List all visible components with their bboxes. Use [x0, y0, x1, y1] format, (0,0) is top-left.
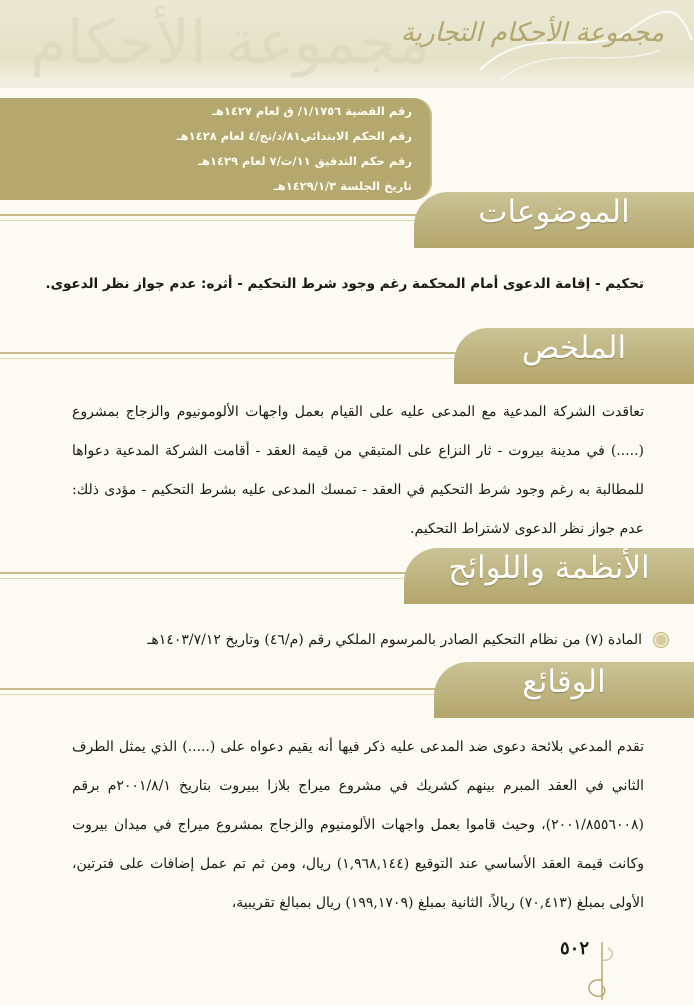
- regulation-item-text: المادة (٧) من نظام التحكيم الصادر بالمرسوم الملكي رقم (م/٤٦) وتاريخ ١٤٠٣/٧/١٢هـ: [147, 632, 642, 648]
- summary-section-tab: [454, 328, 694, 384]
- regulation-item: [100, 632, 668, 648]
- page-number: ٥٠٢: [560, 938, 590, 959]
- summary-section-title: الملخص: [521, 330, 627, 366]
- corner-ornament-icon: [582, 940, 622, 1002]
- subjects-text: تحكيم - إقامة الدعوى أمام المحكمة رغم وجود شرط التحكيم - أثره: عدم جواز نظر الدعوى.: [45, 276, 644, 292]
- subjects-section-tab: [414, 192, 694, 248]
- audit-ruling-number: رقم حكم التدقيق ١١/ت/٧ لعام ١٤٢٩هـ: [198, 154, 412, 168]
- header-rule: [0, 84, 694, 88]
- book-title: مجموعة الأحكام التجارية: [400, 18, 664, 48]
- case-number: رقم القضية ١/١٧٥٦/ ق لعام ١٤٢٧هـ: [211, 104, 412, 118]
- facts-section-tab: [434, 662, 694, 718]
- facts-text: تقدم المدعي بلائحة دعوى ضد المدعى عليه ذكر فيها أنه يقيم دعواه على (.....) الذي يمثل الطرف الثاني في العقد المبرم بينهم كشريك في مشروع ميراج بلازا ببيروت بتاريخ ٢٠٠١/٨/١م برقم (٢٠٠١/٨٥٥٦٠٠٨)، وحيث قاموا بعمل واجهات الألومنيوم والزجاج بمشروع ميراج في ميدان بيروت وكانت قيمة العقد الأساسي عند التوقيع (١,٩٦٨,١٤٤) ريال، ومن ثم تم عمل إضافات على فترتين، الأولى بمبلغ (٧٠,٤١٣) ريالاً، الثانية بمبلغ (١٩٩,١٧٠٩) ريال بمبالغ تقريبية،: [72, 739, 644, 911]
- bullet-icon: [654, 633, 668, 647]
- subjects-section-title: الموضوعات: [478, 194, 630, 230]
- summary-text: تعاقدت الشركة المدعية مع المدعى عليه على القيام بعمل واجهات الألومونيوم والزجاج بمشروع (.....) في مدينة بيروت - ثار النزاع على المتبقي من قيمة العقد - أقامت الشركة المدعية دعواها للمطالبة به رغم وجود شرط التحكيم في العقد - تمسك المدعى عليه بشرط التحكيم - مؤدى ذلك: عدم جواز نظر الدعوى لاشتراط التحكيم.: [72, 404, 644, 537]
- primary-ruling-number: رقم الحكم الابتدائي٨١/د/تج/٤ لعام ١٤٢٨هـ: [176, 129, 412, 143]
- page-header: [0, 0, 694, 84]
- session-date: تاريخ الجلسة ١٤٢٩/١/٣هـ: [273, 179, 412, 193]
- facts-section-title: الوقائع: [522, 664, 606, 700]
- regulations-section-title: الأنظمة واللوائح: [448, 550, 650, 586]
- header-watermark: مجموعة الأحكام: [30, 8, 431, 78]
- regulations-section-tab: [404, 548, 694, 604]
- case-info-box: [0, 98, 432, 200]
